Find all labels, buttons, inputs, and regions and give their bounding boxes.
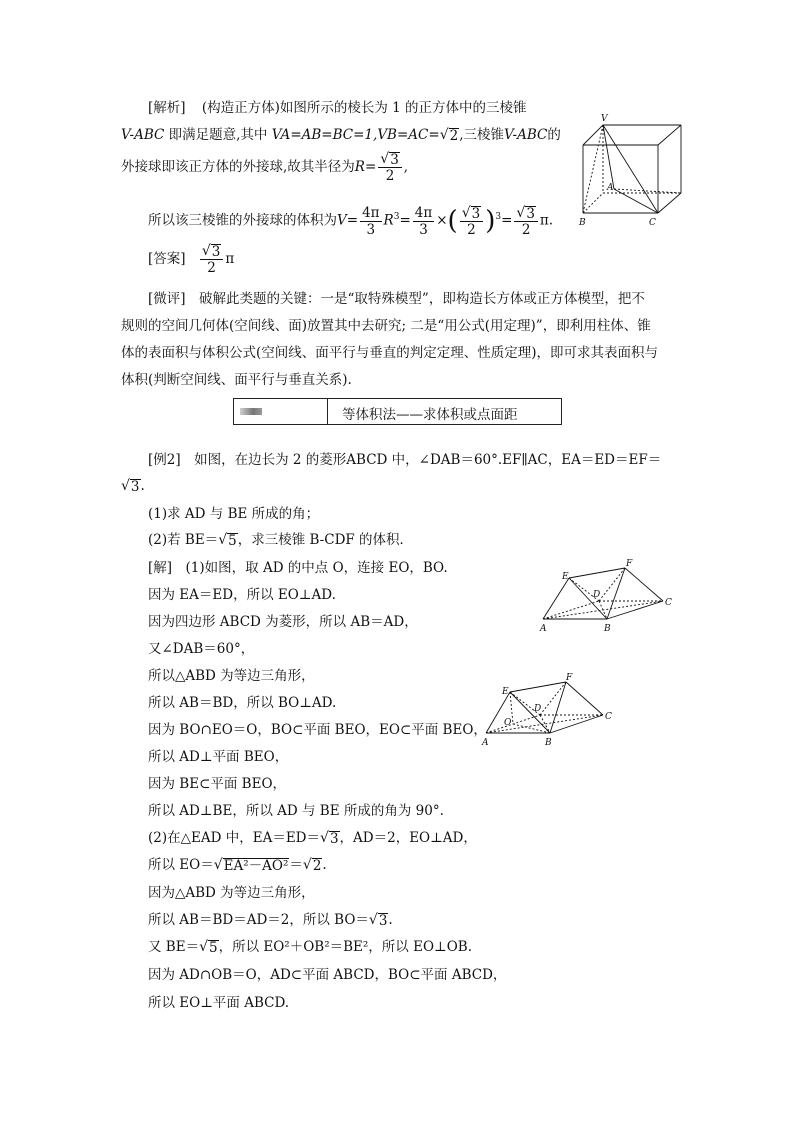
- radius-symbol: R=: [354, 159, 377, 175]
- punct: .: [388, 912, 393, 928]
- analysis-line-3: [121, 150, 408, 184]
- cube-figure: [573, 110, 693, 230]
- fraction: √ 3 2: [378, 151, 402, 184]
- solution-text: ，所以 EO²＋OB²＝BE²，所以 EO⊥OB.: [218, 939, 472, 955]
- fraction: √ 3 2: [514, 205, 538, 238]
- radicand: 3: [211, 244, 221, 260]
- solution-text: 又 BE＝: [148, 939, 200, 955]
- edge-fd: [540, 682, 566, 715]
- edge-bc: [550, 715, 603, 733]
- cube-label-c: C: [649, 218, 656, 228]
- solution-line-17: 所以 EO⊥平面 ABCD.: [148, 995, 290, 1011]
- sqrt-expression: √ 3: [320, 830, 339, 847]
- edge-eb: [510, 692, 550, 733]
- denominator: 2: [521, 221, 531, 238]
- pyramid-name: V-ABC: [121, 127, 165, 143]
- solution-line-12: [148, 856, 327, 874]
- pyramid-name: V-ABC: [504, 127, 548, 143]
- comment-line-1: [微评] 破解此类题的关键：一是“取特殊模型”，即构造长方体或正方体模型，把不: [148, 291, 645, 307]
- cube-edge: [658, 125, 681, 145]
- label-d: D: [534, 704, 542, 714]
- solution-line-13: 因为△ABD 为等边三角形，: [148, 885, 315, 901]
- banner-decoration: [234, 399, 328, 424]
- question-2: [148, 531, 413, 549]
- sqrt-expression: √ 2: [439, 127, 459, 144]
- segment-va: VA: [271, 127, 291, 143]
- edge-fb: [550, 682, 566, 733]
- example-line-2: [121, 477, 145, 495]
- analysis-intro: (构造正方体): [201, 100, 280, 116]
- edge-fc: [566, 682, 603, 715]
- punct: .: [140, 478, 145, 494]
- comment-line-4: 体积(判断空间线、面平行与垂直关系).: [121, 372, 352, 388]
- analysis-line-4: [148, 200, 553, 238]
- segment-bo: [513, 724, 550, 733]
- label-e: E: [502, 687, 509, 697]
- label-a: A: [482, 738, 489, 748]
- banner-bar-icon: [240, 408, 262, 415]
- label-f: F: [626, 559, 633, 569]
- analysis-tag: [解析]: [148, 100, 186, 116]
- radicand: 3: [390, 152, 399, 168]
- sqrt-expression: √ 2: [302, 857, 322, 874]
- solution-text: (2)在△EAD 中，EA＝ED＝: [148, 830, 321, 846]
- volume-symbol: V=: [337, 212, 359, 229]
- solution-line-3: 因为四边形 ABCD 为菱形，所以 AB＝AD，: [148, 614, 418, 630]
- radicand: 3: [378, 913, 388, 929]
- answer-tag: [答案]: [148, 251, 186, 267]
- radicand: 3: [130, 479, 140, 495]
- times: ×: [436, 212, 448, 229]
- comment-line-2: 规则的空间几何体(空间线、面)放置其中去研究; 二是“用公式(用定理)”，即利用柱体、锥: [121, 318, 651, 334]
- denominator: 2: [385, 168, 395, 184]
- radicand: 3: [471, 205, 481, 222]
- denominator: 3: [366, 221, 376, 238]
- exponent: 3: [495, 212, 502, 222]
- sqrt-expression: √ 5: [199, 939, 218, 956]
- cube-label-b: B: [579, 218, 586, 228]
- analysis-line-2: [121, 126, 561, 144]
- sqrt-expression: √ 5: [218, 532, 237, 549]
- pyramid-edge-hidden: [583, 125, 603, 213]
- rhombus-figure-1: [535, 556, 685, 636]
- solution-line-7: 因为 BO∩EO＝O，BO⊂平面 BEO，EO⊂平面 BEO，: [148, 722, 487, 738]
- solution-line-11: [148, 829, 477, 847]
- denominator: 2: [467, 221, 476, 238]
- exponent: 3: [393, 212, 400, 222]
- section-banner: [233, 398, 562, 425]
- equation-text: =AC=: [396, 127, 440, 143]
- solution-line-4: 又∠DAB＝60°，: [148, 641, 255, 657]
- rhombus-figure-2: [478, 670, 628, 752]
- radius-symbol: R: [383, 212, 394, 229]
- right-paren: ): [485, 206, 496, 236]
- label-c: C: [605, 712, 612, 722]
- analysis-text: 即满足题意,其中: [168, 127, 268, 143]
- answer-fraction: √ 3 2: [200, 243, 224, 276]
- denominator: 3: [419, 221, 428, 238]
- edge-fc: [625, 568, 663, 601]
- label-c: C: [665, 598, 672, 608]
- segment-vb: VB: [377, 127, 397, 143]
- solution-line-10: 所以 AD⊥BE，所以 AD 与 BE 所成的角为 90°.: [148, 803, 444, 819]
- edge-ad: [543, 601, 599, 619]
- edge-eb: [569, 578, 607, 619]
- label-o: O: [504, 718, 512, 728]
- cube-edge-hidden: [583, 193, 603, 213]
- cube-edge: [658, 193, 681, 213]
- cube-label-v: V: [601, 114, 608, 124]
- label-b: B: [545, 738, 552, 748]
- cube-label-a: A: [607, 183, 614, 193]
- analysis-text: 外接球即该正方体的外接球,故其半径为: [121, 159, 355, 175]
- edge-ef: [569, 568, 625, 578]
- example-line-1: [例2] 如图，在边长为 2 的菱形ABCD 中，∠DAB＝60°.EF∥AC，EA＝ED＝EF＝: [148, 452, 662, 468]
- sqrt-expression: √ 3: [368, 912, 388, 929]
- denominator: 2: [207, 260, 216, 276]
- solution-line-9: 因为 BE⊂平面 BEO，: [148, 776, 287, 792]
- question-text: ，求三棱锥 B-CDF 的体积．: [237, 532, 414, 548]
- pyramid-edge: [603, 125, 658, 213]
- edge-ae: [543, 578, 569, 619]
- comment-line-3: 体的表面积与体积公式(空间线、面平行与垂直的判定定理、性质定理)，即可求其表面积与: [121, 345, 659, 361]
- fraction: [413, 205, 434, 238]
- analysis-line-1: [148, 99, 527, 117]
- solution-line-16: 因为 AD∩OB＝O，AD⊂平面 ABCD，BO⊂平面 ABCD，: [148, 967, 507, 983]
- solution-text: ，AD＝2，EO⊥AD，: [339, 830, 477, 846]
- radicand: 3: [526, 205, 535, 222]
- radicand: 2: [449, 128, 459, 144]
- punct: ,: [403, 159, 409, 175]
- banner-title: 等体积法——求体积或点面距: [342, 407, 518, 423]
- equation-text: =AB=BC=1,: [290, 127, 378, 143]
- solution-line-2: 因为 EA＝ED，所以 EO⊥AD.: [148, 587, 336, 603]
- solution-line-15: [148, 938, 472, 956]
- solution-line-8: 所以 AD⊥平面 BEO，: [148, 749, 289, 765]
- radicand: 3: [329, 831, 339, 847]
- solution-text: ＝: [289, 857, 303, 873]
- question-text: (2)若 BE＝: [148, 532, 219, 548]
- radicand: EA²－AO²: [223, 858, 289, 874]
- equals: =: [399, 212, 411, 229]
- numerator: 4π: [362, 204, 380, 221]
- equals: =: [501, 212, 513, 229]
- label-f: F: [566, 673, 573, 683]
- radicand: 5: [209, 940, 218, 956]
- fraction: √ 3 2: [460, 205, 484, 238]
- label-a: A: [540, 624, 547, 634]
- left-paren: (: [447, 206, 458, 236]
- label-e: E: [562, 572, 569, 582]
- numerator: 4π: [414, 204, 433, 221]
- radicand: 2: [312, 858, 322, 874]
- pi: π.: [539, 212, 554, 229]
- pi: π: [225, 251, 235, 267]
- edge-fb: [607, 568, 625, 619]
- radicand: 5: [228, 533, 237, 549]
- solution-line-5: 所以△ABD 为等边三角形，: [148, 668, 315, 684]
- edge-ef: [510, 682, 566, 692]
- sqrt-expression: √ EA²－AO²: [213, 857, 289, 874]
- cube-edge: [583, 125, 603, 145]
- solution-text: 所以 AB＝BD＝AD＝2，所以 BO＝: [148, 912, 369, 928]
- analysis-text: 的: [547, 127, 561, 143]
- punct: .: [322, 857, 327, 873]
- sqrt-expression: √ 3: [121, 478, 140, 495]
- pyramid-edge-hidden: [614, 189, 681, 193]
- answer-line: [148, 242, 234, 276]
- question-1: (1)求 AD 与 BE 所成的角；: [148, 506, 320, 522]
- edge-fd: [599, 568, 625, 601]
- solution-line-14: [148, 911, 393, 929]
- solution-text: 所以 EO＝: [148, 857, 214, 873]
- analysis-text: 所以该三棱锥的外接球的体积为: [148, 212, 337, 229]
- label-d: D: [593, 590, 601, 600]
- analysis-text: 如图所示的棱长为 1 的正方体中的三棱锥: [279, 100, 527, 116]
- analysis-text: ,三棱锥: [459, 127, 504, 143]
- fraction: [360, 205, 381, 238]
- edge-bc: [607, 601, 663, 619]
- solution-line-6: 所以 AB＝BD，所以 BO⊥AD.: [148, 695, 337, 711]
- solution-line-1: [解] (1)如图，取 AD 的中点 O，连接 EO，BO.: [148, 560, 448, 576]
- label-b: B: [604, 624, 611, 634]
